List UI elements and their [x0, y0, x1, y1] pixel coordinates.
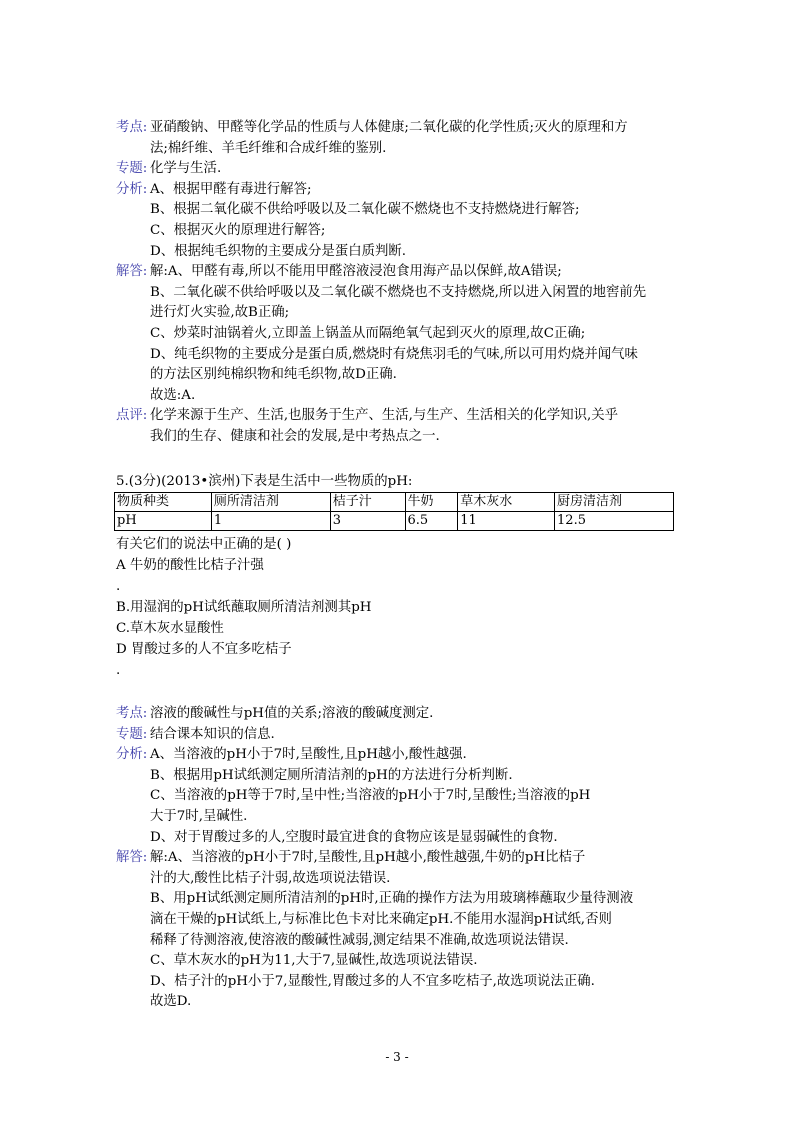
kaodian-row: [116, 118, 676, 159]
zhuanti-row: [116, 725, 676, 746]
kaodian-row: [116, 704, 676, 725]
jieda-label: 解答:: [116, 850, 148, 866]
table-cell: 6.5: [405, 512, 458, 531]
jieda-label: 解答:: [116, 264, 148, 280]
fenxi-line: D、对于胃酸过多的人,空腹时最宜进食的食物应该是显弱碱性的食物.: [150, 829, 558, 845]
option-c: C.草木灰水显酸性: [116, 621, 224, 636]
fenxi-line: C、当溶液的pH等于7时,呈中性;当溶液的pH小于7时,呈酸性;当溶液的pH: [150, 788, 591, 804]
zhuanti-row: [116, 159, 676, 180]
fenxi-line: 大于7时,呈碱性.: [150, 808, 248, 824]
jieda-line: B、二氧化碳不供给呼吸以及二氧化碳不燃烧也不支持燃烧,所以进入闲置的地窖前先: [150, 284, 647, 300]
jieda-line: D、纯毛织物的主要成分是蛋白质,燃烧时有烧焦羽毛的气味,所以可用灼烧并闻气味: [150, 346, 638, 362]
fenxi-line: B、根据二氧化碳不供给呼吸以及二氧化碳不燃烧也不支持燃烧进行解答;: [150, 202, 580, 218]
jieda-line: 解:A、甲醛有毒,所以不能用甲醛溶液浸泡食用海产品以保鲜,故A错误;: [150, 264, 562, 280]
dianping-line: 我们的生存、健康和社会的发展,是中考热点之一.: [150, 428, 440, 444]
zhuanti-text: 结合课本知识的信息.: [150, 726, 275, 742]
kaodian-line: 法;棉纤维、羊毛纤维和合成纤维的鉴别.: [150, 140, 387, 156]
jieda-line: 故选D.: [150, 994, 192, 1010]
table-cell: 桔子汁: [330, 493, 405, 512]
analysis-block-q5: [116, 704, 676, 1013]
ph-table: [114, 492, 674, 531]
jieda-line: C、炒菜时油锅着火,立即盖上锅盖从而隔绝氧气起到灭火的原理,故C正确;: [150, 325, 586, 341]
table-cell: 1: [211, 512, 330, 531]
table-cell: 牛奶: [405, 493, 458, 512]
jieda-row: [116, 262, 676, 406]
zhuanti-label: 专题:: [116, 726, 148, 742]
table-cell: 厕所清洁剂: [211, 493, 330, 512]
option-a-dot: .: [116, 579, 121, 594]
fenxi-row: [116, 180, 676, 262]
table-row: [115, 512, 674, 531]
kaodian-label: 考点:: [116, 706, 148, 721]
fenxi-line: B、根据用pH试纸测定厕所清洁剂的pH的方法进行分析判断.: [150, 767, 513, 783]
dianping-row: [116, 406, 676, 447]
zhuanti-text: 化学与生活.: [150, 161, 222, 177]
jieda-line: 汁的大,酸性比桔子汁弱,故选项说法错误.: [150, 870, 391, 886]
question-stem: 5.(3分)(2013•滨州)下表是生活中一些物质的pH:: [116, 474, 413, 489]
fenxi-line: C、根据灭火的原理进行解答;: [150, 222, 326, 238]
table-cell: 物质种类: [115, 493, 212, 512]
kaodian-text: 溶液的酸碱性与pH值的关系;溶液的酸碱度测定.: [150, 706, 434, 721]
table-cell: pH: [115, 512, 212, 531]
jieda-line: 滴在干燥的pH试纸上,与标准比色卡对比来确定pH.不能用水湿润pH试纸,否则: [150, 911, 612, 927]
kaodian-line: 亚硝酸钠、甲醛等化学品的性质与人体健康;二氧化碳的化学性质;灭火的原理和方: [150, 120, 628, 135]
jieda-line: 稀释了待测溶液,使溶液的酸碱性减弱,测定结果不准确,故选项说法错误.: [150, 932, 569, 948]
fenxi-row: [116, 745, 676, 848]
table-cell: 12.5: [555, 512, 674, 531]
option-d: D 胃酸过多的人不宜多吃桔子: [116, 642, 292, 657]
option-d-dot: .: [116, 663, 121, 678]
option-b: B.用湿润的pH试纸蘸取厕所清洁剂测其pH: [116, 600, 372, 615]
jieda-line: B、用pH试纸测定厕所清洁剂的pH时,正确的操作方法为用玻璃棒蘸取少量待测液: [150, 891, 634, 907]
table-cell: 草木灰水: [458, 493, 555, 512]
jieda-row: [116, 848, 676, 1013]
jieda-line: C、草木灰水的pH为11,大于7,显碱性,故选项说法错误.: [150, 953, 478, 969]
page-number: - 3 -: [385, 1050, 409, 1064]
jieda-line: 的方法区别纯棉织物和纯毛织物,故D正确.: [150, 367, 397, 383]
fenxi-label: 分析:: [116, 181, 148, 197]
jieda-line: 解:A、当溶液的pH小于7时,呈酸性,且pH越小,酸性越强,牛奶的pH比桔子: [150, 850, 586, 866]
table-cell: 11: [458, 512, 555, 531]
zhuanti-label: 专题:: [116, 161, 148, 177]
dianping-label: 点评:: [116, 408, 148, 424]
question-prompt: 有关它们的说法中正确的是( ): [116, 537, 292, 552]
analysis-block-q4: [116, 118, 676, 448]
table-cell: 厨房清洁剂: [555, 493, 674, 512]
kaodian-label: 考点:: [116, 120, 148, 135]
jieda-line: 进行灯火实验,故B正确;: [150, 305, 290, 321]
fenxi-line: A、根据甲醛有毒进行解答;: [150, 181, 312, 197]
fenxi-line: A、当溶液的pH小于7时,呈酸性,且pH越小,酸性越强.: [150, 747, 467, 763]
jieda-line: D、桔子汁的pH小于7,显酸性,胃酸过多的人不宜多吃桔子,故选项说法正确.: [150, 973, 595, 989]
option-a: A 牛奶的酸性比桔子汁强: [116, 558, 264, 573]
table-row: [115, 493, 674, 512]
fenxi-label: 分析:: [116, 747, 148, 763]
fenxi-line: D、根据纯毛织物的主要成分是蛋白质判断.: [150, 243, 407, 259]
jieda-line: 故选:A.: [150, 387, 196, 403]
dianping-line: 化学来源于生产、生活,也服务于生产、生活,与生产、生活相关的化学知识,关乎: [150, 408, 619, 424]
table-cell: 3: [330, 512, 405, 531]
